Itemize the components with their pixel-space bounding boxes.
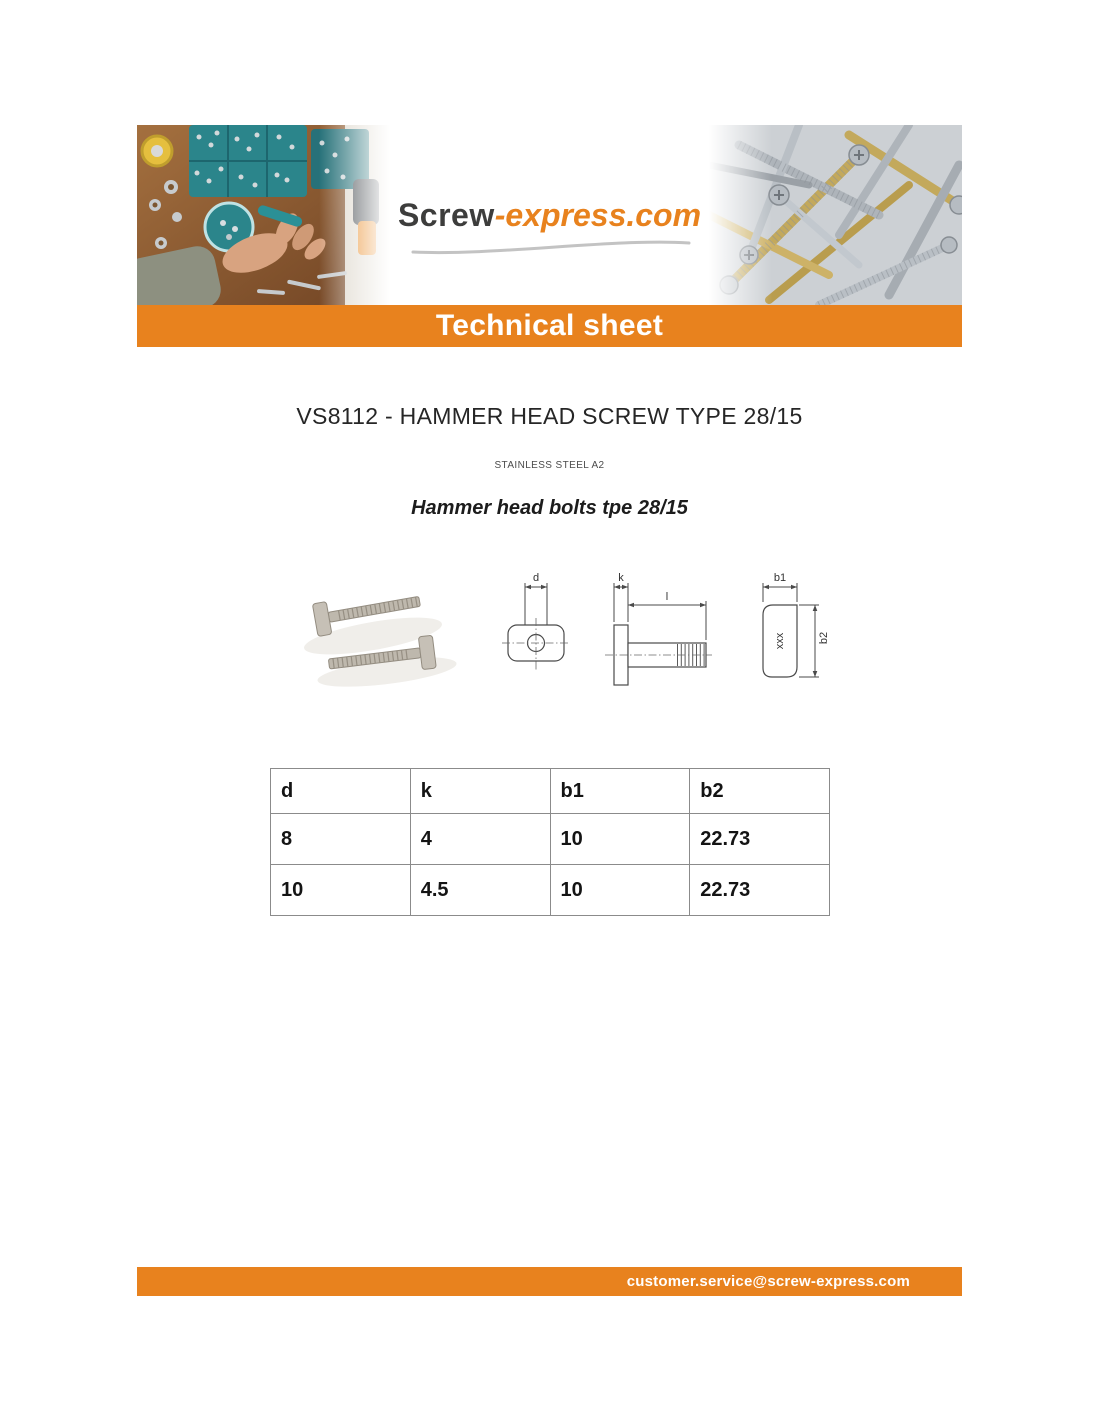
figures-row [295,570,962,700]
cell-b2: 22.73 [690,814,830,865]
page-title: VS8112 - HAMMER HEAD SCREW TYPE 28/15 [296,403,803,429]
screws-pile-photo [709,125,962,305]
cell-d: 10 [271,865,411,916]
cell-d: 8 [271,814,411,865]
col-header-b2: b2 [690,769,830,814]
screws-pile-graphic [709,125,962,305]
col-header-b1: b1 [550,769,690,814]
logo-area [390,125,709,305]
dim-label-l: l [665,591,669,603]
workbench-photo [137,125,390,305]
material-subtitle: STAINLESS STEEL A2 [494,460,605,471]
technical-sheet [137,125,962,916]
spec-table [270,768,830,916]
description-line: Hammer head bolts tpe 28/15 [411,497,688,519]
footer-email: customer.service@screw-express.com [626,1273,910,1290]
table-header-row [271,769,830,814]
logo-text-orange: -express.com [494,196,702,233]
dim-label-d: d [532,572,540,584]
front-view-drawing [501,570,571,695]
cell-k: 4.5 [410,865,550,916]
logo-text-dark: Screw [397,196,495,233]
logo [398,198,701,233]
cell-k: 4 [410,814,550,865]
dim-label-b1: b1 [773,572,787,584]
footer-bar [137,1267,962,1296]
cell-b1: 10 [550,814,690,865]
workbench-photo-graphic [137,125,390,305]
marking-label: xxx [774,632,786,650]
table-row [271,865,830,916]
technical-sheet-bar-label: Technical sheet [435,309,664,342]
col-header-k: k [410,769,550,814]
technical-sheet-bar [137,305,962,347]
side-view-drawing [595,570,715,695]
table-row [271,814,830,865]
swoosh-graphic [405,234,695,256]
cell-b1: 10 [550,865,690,916]
product-photo [295,584,475,696]
col-header-d: d [271,769,411,814]
dim-label-b2: b2 [818,631,830,645]
cell-b2: 22.73 [690,865,830,916]
dim-label-k: k [618,572,624,584]
top-view-drawing [749,570,844,700]
header-banner [137,125,962,305]
